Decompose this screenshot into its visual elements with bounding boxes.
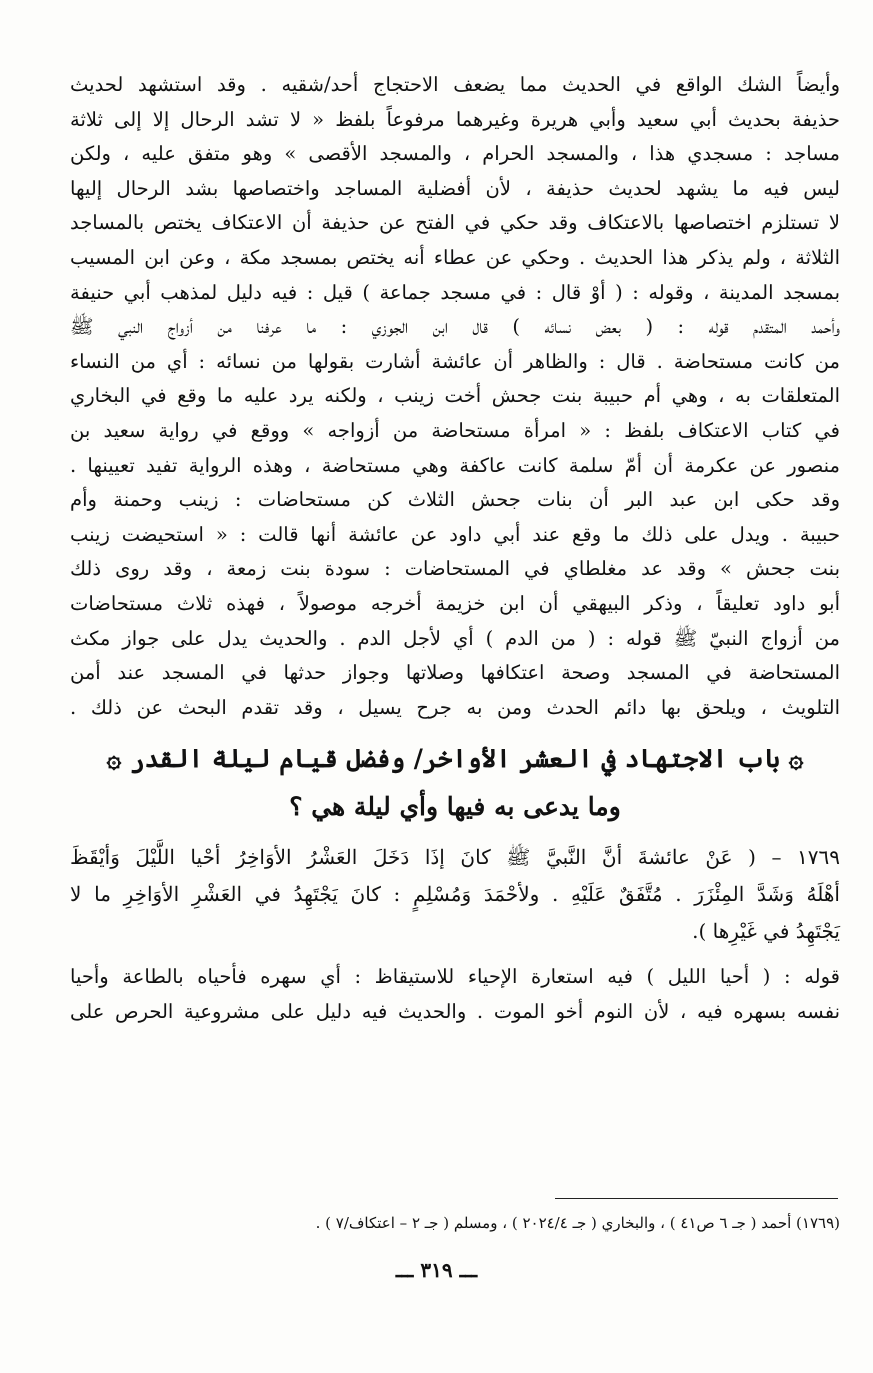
body-text	[70, 68, 840, 725]
hadith-text	[70, 839, 840, 950]
commentary-text	[70, 960, 840, 1029]
body-line: من أزواج النبيّ ﷺ قوله : ( من الدم ) أي لأجل الدم . والحديث يدل على جواز مكث	[70, 626, 840, 650]
commentary-line: نفسه بسهره فيه ، لأن النوم أخو الموت . والحديث فيه دليل على مشروعية الحرص على	[70, 999, 840, 1023]
body-line: المستحاضة في المسجد وصحة اعتكافها وصلاتها وجواز حدثها في المسجد عند أمن	[70, 661, 840, 685]
body-line: الثلاثة ، ولم يذكر هذا الحديث . وحكي عن عطاء أنه يختص بمسجد مكة ، وعن ابن المسيب	[70, 245, 840, 269]
body-line: بمسجد المدينة ، وقوله : ( أوْ قال : في مسجد جماعة ) قيل : فيه دليل لمذهب أبي حنيفة	[70, 280, 840, 304]
body-line: حبيبة . ويدل على ذلك ما وقع عند أبي داود عن عائشة أنها قالت : « استحيضت زينب	[70, 522, 840, 546]
hadith-line: يَجْتَهِدُ في غَيْرِها ).	[692, 919, 840, 944]
chapter-heading	[70, 735, 840, 831]
chapter-heading-line: وما يدعى به فيها وأي ليلة هي ؟	[289, 792, 621, 822]
body-line: منصور عن عكرمة أن أمّ سلمة كانت عاكفة وهي مستحاضة ، وهذه الرواية تفيد تعيينها .	[70, 453, 840, 477]
hadith-line: أهْلَهُ وَشَدَّ المِئْزَرَ . مُتَّفَقٌ عَلَيْهِ . ولأحْمَدَ وَمُسْلِمٍ : كانَ يَجْتَهِدُ في العَشْرِ الأوَاخِرِ ما لا	[70, 882, 840, 907]
body-line: حذيفة بحديث أبي سعيد وأبي هريرة وغيرهما مرفوعاً بلفظ « لا تشد الرحال إلا إلى ثلاثة	[70, 107, 840, 131]
body-line: من كانت مستحاضة . قال : والظاهر أن عائشة أشارت بقولها من نسائه : أي من النساء	[70, 349, 840, 373]
chapter-heading-line: ۞ باب الاجتهاد في العشر الأواخر/ وفضل قيام ليلة القدر ۞	[106, 744, 804, 774]
body-line: وأحمد المتقدم قوله : ( بعض نسائه ) قال ابن الجوزي : ما عرفنا من أزواج النبي ﷺ	[70, 315, 840, 339]
body-line: التلويث ، ويلحق بها دائم الحدث ومن به جرح يسيل ، وقد تقدم البحث عن ذلك .	[70, 695, 840, 719]
body-line: أبو داود تعليقاً ، وذكر البيهقي أن ابن خزيمة أخرجه موصولاً ، فهذه ثلاث مستحاضات	[70, 591, 840, 615]
body-line: ليس فيه ما يشهد لحديث حذيفة ، لأن أفضلية المساجد واختصاصها بشد الرحال إليها	[70, 176, 840, 200]
body-line: المتعلقات به ، وهي أم حبيبة بنت جحش أخت زينب ، ولكنه يرد عليه ما وقع في البخاري	[70, 384, 840, 408]
body-line: بنت جحش » وقد عد مغلطاي في المستحاضات : سودة بنت زمعة ، وقد روى ذلك	[70, 557, 840, 581]
body-line: لا تستلزم اختصاصها بالاعتكاف وقد حكي في الفتح عن حذيفة أن الاعتكاف يختص بالمساجد	[70, 211, 840, 235]
body-line: وقد حكى ابن عبد البر أن بنات جحش الثلاث كن مستحاضات : زينب وحمنة وأم	[70, 488, 840, 512]
footnote-separator	[555, 1198, 838, 1199]
body-line: وأيضاً الشك الواقع في الحديث مما يضعف الاحتجاج أحد/شقيه . وقد استشهد لحديث	[70, 73, 840, 96]
footnote: (١٧٦٩) أحمد ( جـ ٦ ص٤١ ) ، والبخاري ( جـ ٢٠٢٤/٤ ) ، ومسلم ( جـ ٢ – اعتكاف/٧ ) .	[315, 1214, 840, 1232]
page-number: ـــ ٣١٩ ـــ	[395, 1258, 478, 1282]
commentary-line: قوله : ( أحيا الليل ) فيه استعارة الإحياء للاستيقاظ : أي سهره فأحياه بالطاعة وأحيا	[70, 965, 840, 989]
page-body	[70, 68, 840, 1029]
body-line: في كتاب الاعتكاف بلفظ : « امرأة مستحاضة من أزواجه » ووقع في رواية سعيد بن	[70, 418, 840, 442]
hadith-line: ١٧٦٩ – ( عَنْ عائشةَ أنَّ النَّبيَّ ﷺ كانَ إذَا دَخَلَ العَشْرُ الأوَاخِرُ أحْيا اللَّيْلَ وَأيْقَظَ	[70, 845, 840, 870]
body-line: مساجد : مسجدي هذا ، والمسجد الحرام ، والمسجد الأقصى » وهو متفق عليه ، ولكن	[70, 142, 840, 166]
